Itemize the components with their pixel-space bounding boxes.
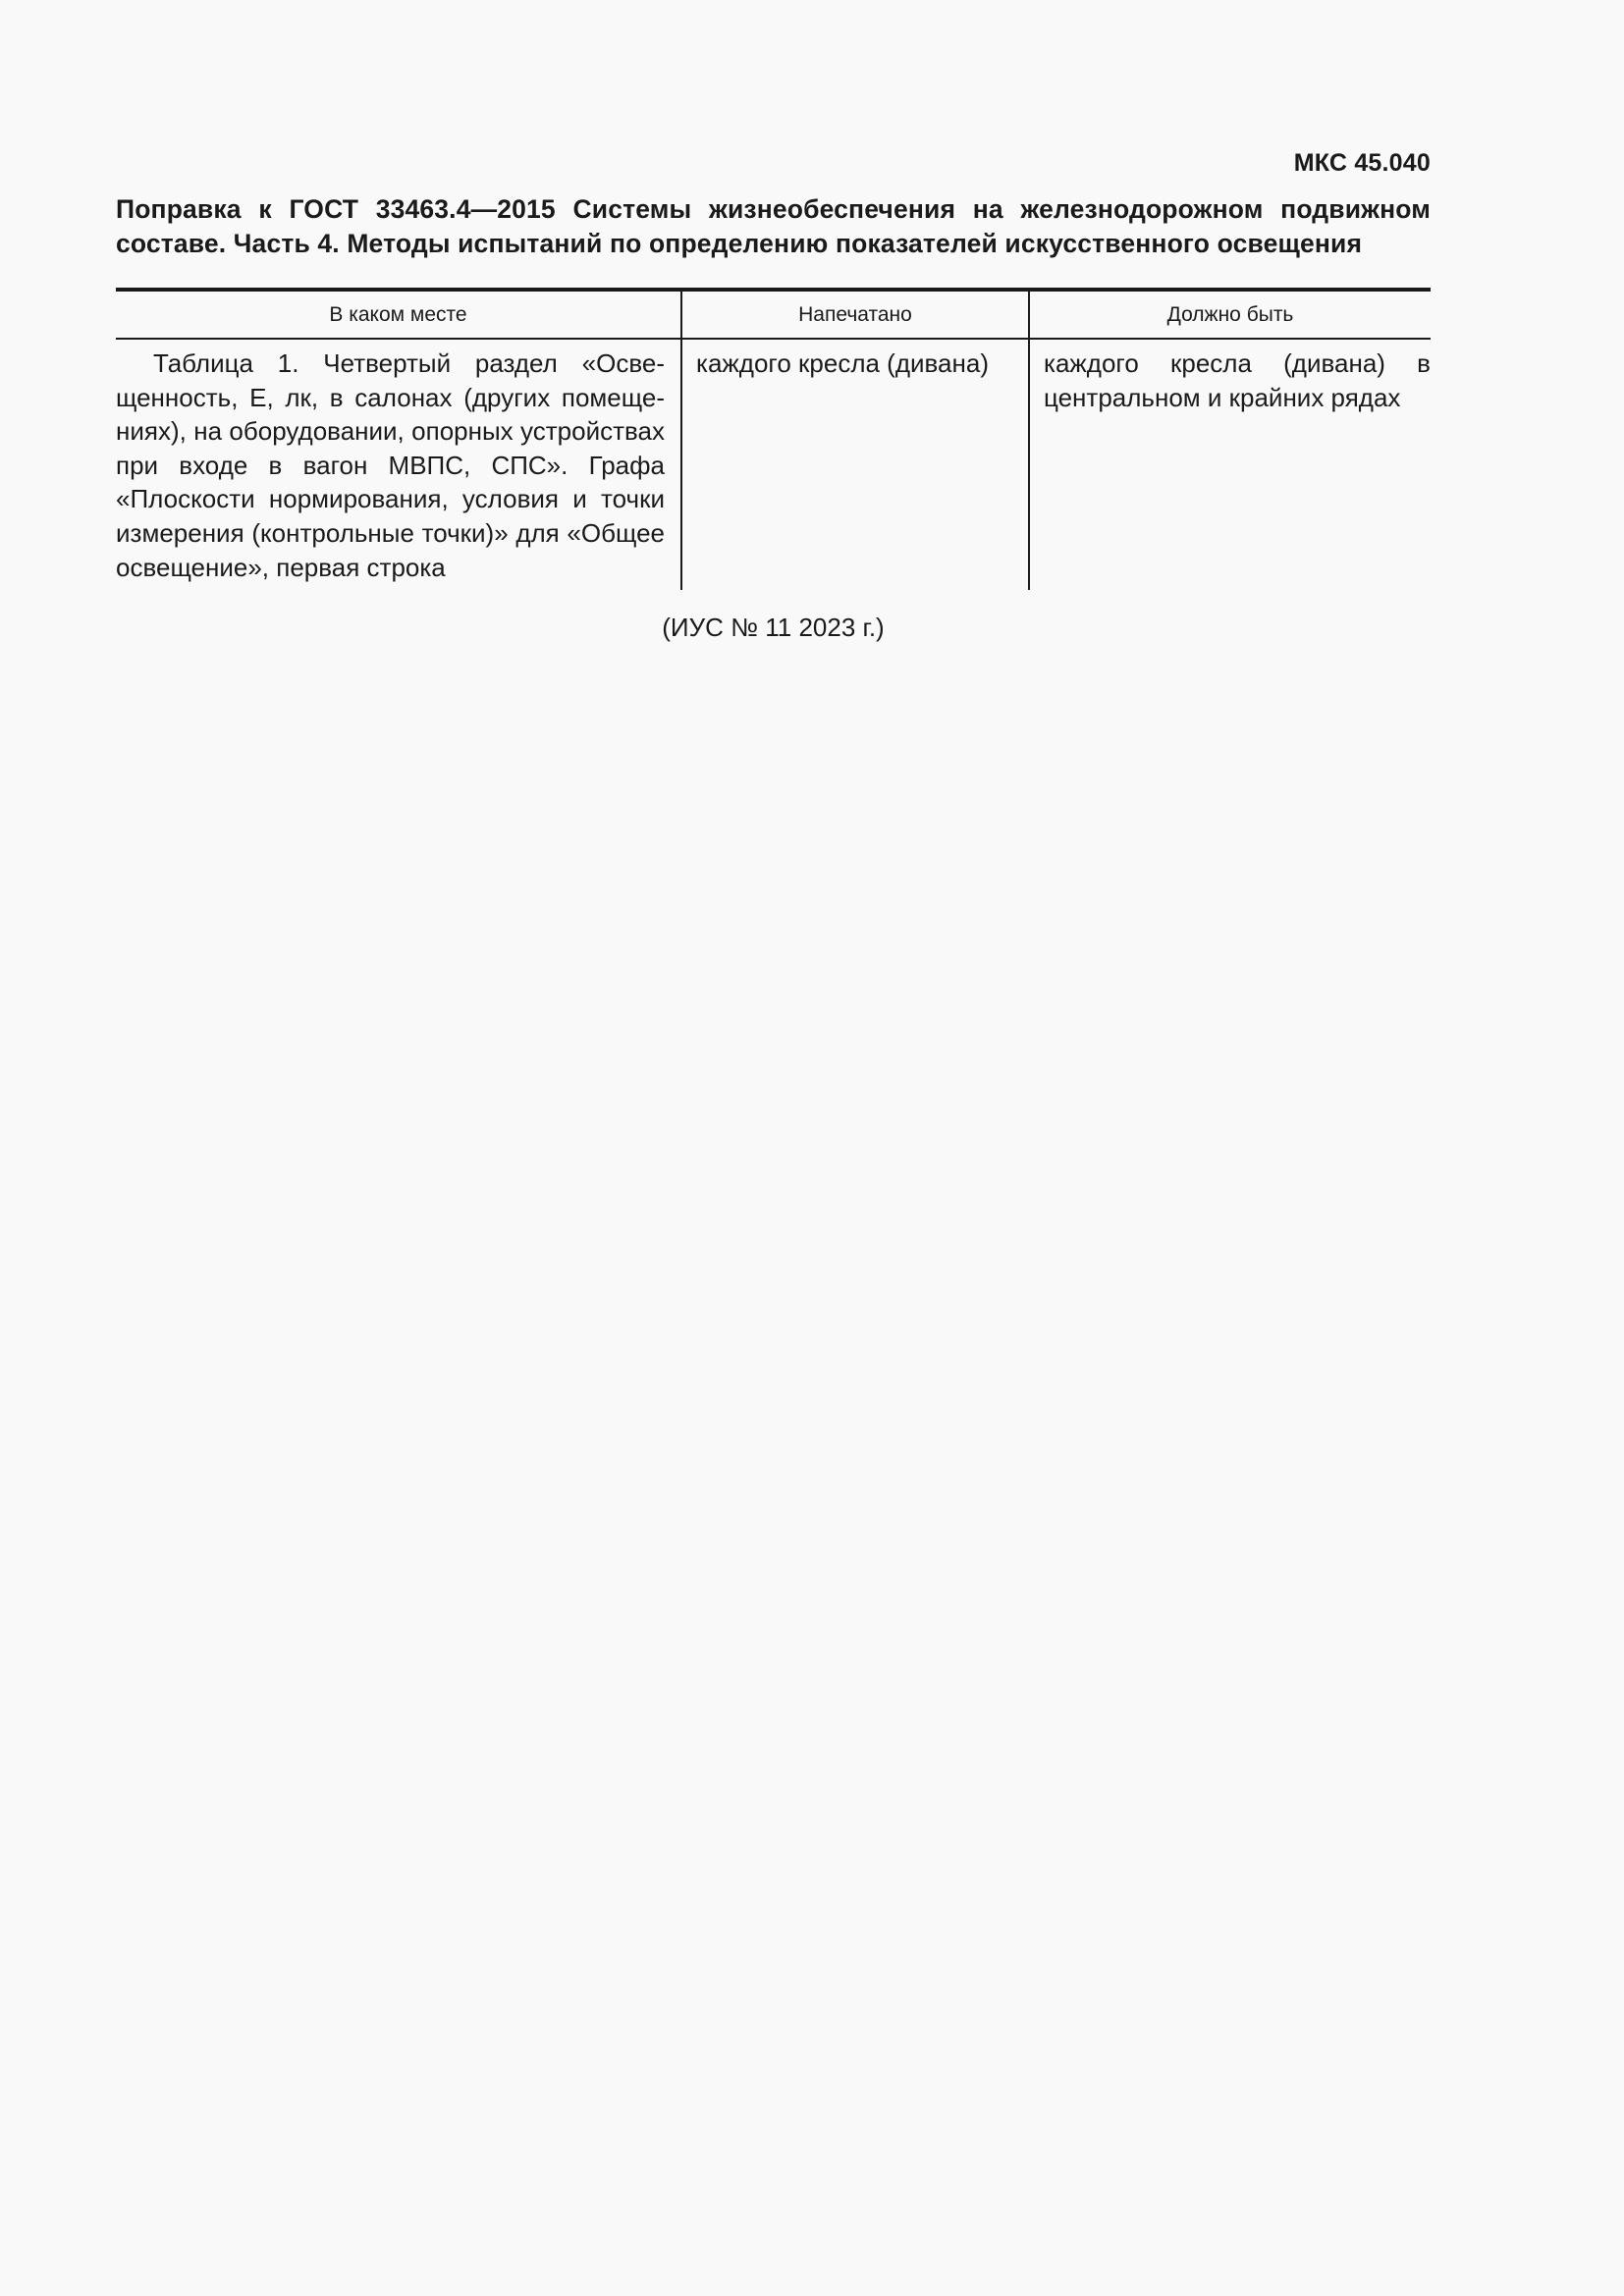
classification-code: МКС 45.040 xyxy=(1293,149,1431,177)
cell-where xyxy=(116,339,681,590)
column-header-where: В каком месте xyxy=(116,290,681,339)
amendment-table xyxy=(116,288,1431,590)
cell-should-be: каждого кресла (дивана) в центральном и крайних рядах xyxy=(1029,339,1431,590)
document-page xyxy=(116,0,1431,2296)
amendment-title: Поправка к ГОСТ 33463.4—2015 Системы жизнеобеспечения на железнодорожном подвижном составе. Часть 4. Методы испытаний по определению показателей искусственного освещения xyxy=(116,194,1431,258)
table-row xyxy=(116,339,1431,590)
source-reference: (ИУС № 11 2023 г.) xyxy=(662,613,885,642)
column-header-should-be: Должно быть xyxy=(1029,290,1431,339)
cell-printed: каждого кресла (дивана) xyxy=(681,339,1029,590)
column-header-printed: Напечатано xyxy=(681,290,1029,339)
table-header-row xyxy=(116,290,1431,339)
cell-where-text: Таблица 1. Четвертый раздел «Освещенность, Е, лк, в салонах (других помещениях), на оборудовании, опорных устройствах при входе в вагон МВПС, СПС». Графа «Плоскости нормирования, условия и точки измерения (контрольные точки)» для «Общее освещение», первая строка xyxy=(116,348,665,582)
